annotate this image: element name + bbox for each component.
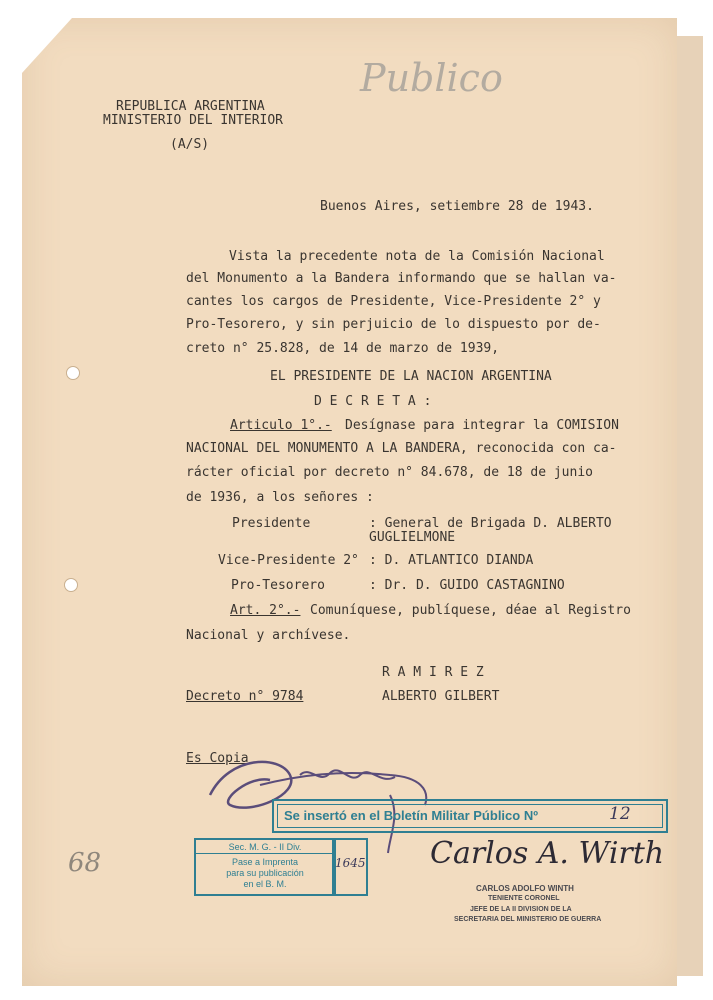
stamp-section xyxy=(194,838,336,896)
header-ministry: MINISTERIO DEL INTERIOR xyxy=(103,113,284,128)
art1-label: Articulo 1°.- xyxy=(230,418,332,433)
es-copia-label: Es Copia xyxy=(186,751,249,766)
header-republic: REPUBLICA ARGENTINA xyxy=(116,99,265,114)
header-ref: (A/S) xyxy=(170,137,210,152)
signature-title-line: SECRETARIA DEL MINISTERIO DE GUERRA xyxy=(454,916,602,923)
stamp-section-number-box xyxy=(332,838,368,896)
authority-line: EL PRESIDENTE DE LA NACION ARGENTINA xyxy=(270,369,552,384)
decreta-line: D E C R E T A : xyxy=(314,394,432,409)
signatory-ramirez: R A M I R E Z xyxy=(382,665,484,680)
appointment-name: : Dr. D. GUIDO CASTAGNINO xyxy=(369,578,565,593)
art2-line-1: Comuníquese, publíquese, déae al Registro xyxy=(310,603,631,618)
art1-line-3: rácter oficial por decreto n° 84.678, de 18 de junio xyxy=(186,465,593,480)
stamp-section-handwritten: 1645 xyxy=(335,856,366,870)
art2-line-2: Nacional y archívese. xyxy=(186,628,351,643)
signature-rank: TENIENTE CORONEL xyxy=(488,895,560,902)
stamp-section-line: en el B. M. xyxy=(243,879,287,889)
signature-title-line: JEFE DE LA II DIVISION DE LA xyxy=(470,906,572,913)
appointment-role: Presidente xyxy=(232,516,311,531)
signature-wirth: Carlos A. Wirth xyxy=(430,836,665,871)
art2-label: Art. 2°.- xyxy=(230,603,301,618)
art1-line-2: NACIONAL DEL MONUMENTO A LA BANDERA, reconocida con ca- xyxy=(186,441,617,456)
art1-line-1: Desígnase para integrar la COMISION xyxy=(345,418,619,433)
margin-note: 68 xyxy=(68,848,102,878)
appointment-role: Pro-Tesorero xyxy=(231,578,325,593)
punch-hole-bottom xyxy=(64,578,78,592)
stamp-section-line: Pase a Imprenta xyxy=(231,857,299,867)
stamp-section-title: Sec. M. G. - II Div. xyxy=(196,842,334,854)
pen-signature-scribble xyxy=(190,735,460,855)
signatory-gilbert: ALBERTO GILBERT xyxy=(382,689,500,704)
appointment-name: : D. ATLANTICO DIANDA xyxy=(369,553,534,568)
art1-line-4: de 1936, a los señores : xyxy=(186,490,374,505)
intro-line-5: creto n° 25.828, de 14 de marzo de 1939, xyxy=(186,341,500,356)
stamp-boletin-militar xyxy=(272,799,668,833)
intro-line-3: cantes los cargos de Presidente, Vice-Presidente 2° y xyxy=(186,294,601,309)
stamp-section-line: para su publicación xyxy=(226,868,304,878)
appointment-name: : General de Brigada D. ALBERTO xyxy=(369,516,612,531)
intro-line-4: Pro-Tesorero, y sin perjuicio de lo dispuesto por de- xyxy=(186,317,601,332)
decree-number: Decreto n° 9784 xyxy=(186,689,304,704)
stamp-boletin-text: Se insertó en el Boletín Militar Público Nº xyxy=(284,808,538,823)
appointment-role: Vice-Presidente 2° xyxy=(218,553,359,568)
handwritten-publico: Publico xyxy=(360,56,503,100)
date-line: Buenos Aires, setiembre 28 de 1943. xyxy=(320,199,594,214)
punch-hole-top xyxy=(66,366,80,380)
appointment-name-cont: GUGLIELMONE xyxy=(369,530,456,545)
intro-line-1: Vista la precedente nota de la Comisión Nacional xyxy=(229,249,605,264)
stamp-boletin-number: 12 xyxy=(609,804,631,824)
signature-name: CARLOS ADOLFO WINTH xyxy=(476,884,574,893)
intro-line-2: del Monumento a la Bandera informando que se hallan va- xyxy=(186,271,617,286)
